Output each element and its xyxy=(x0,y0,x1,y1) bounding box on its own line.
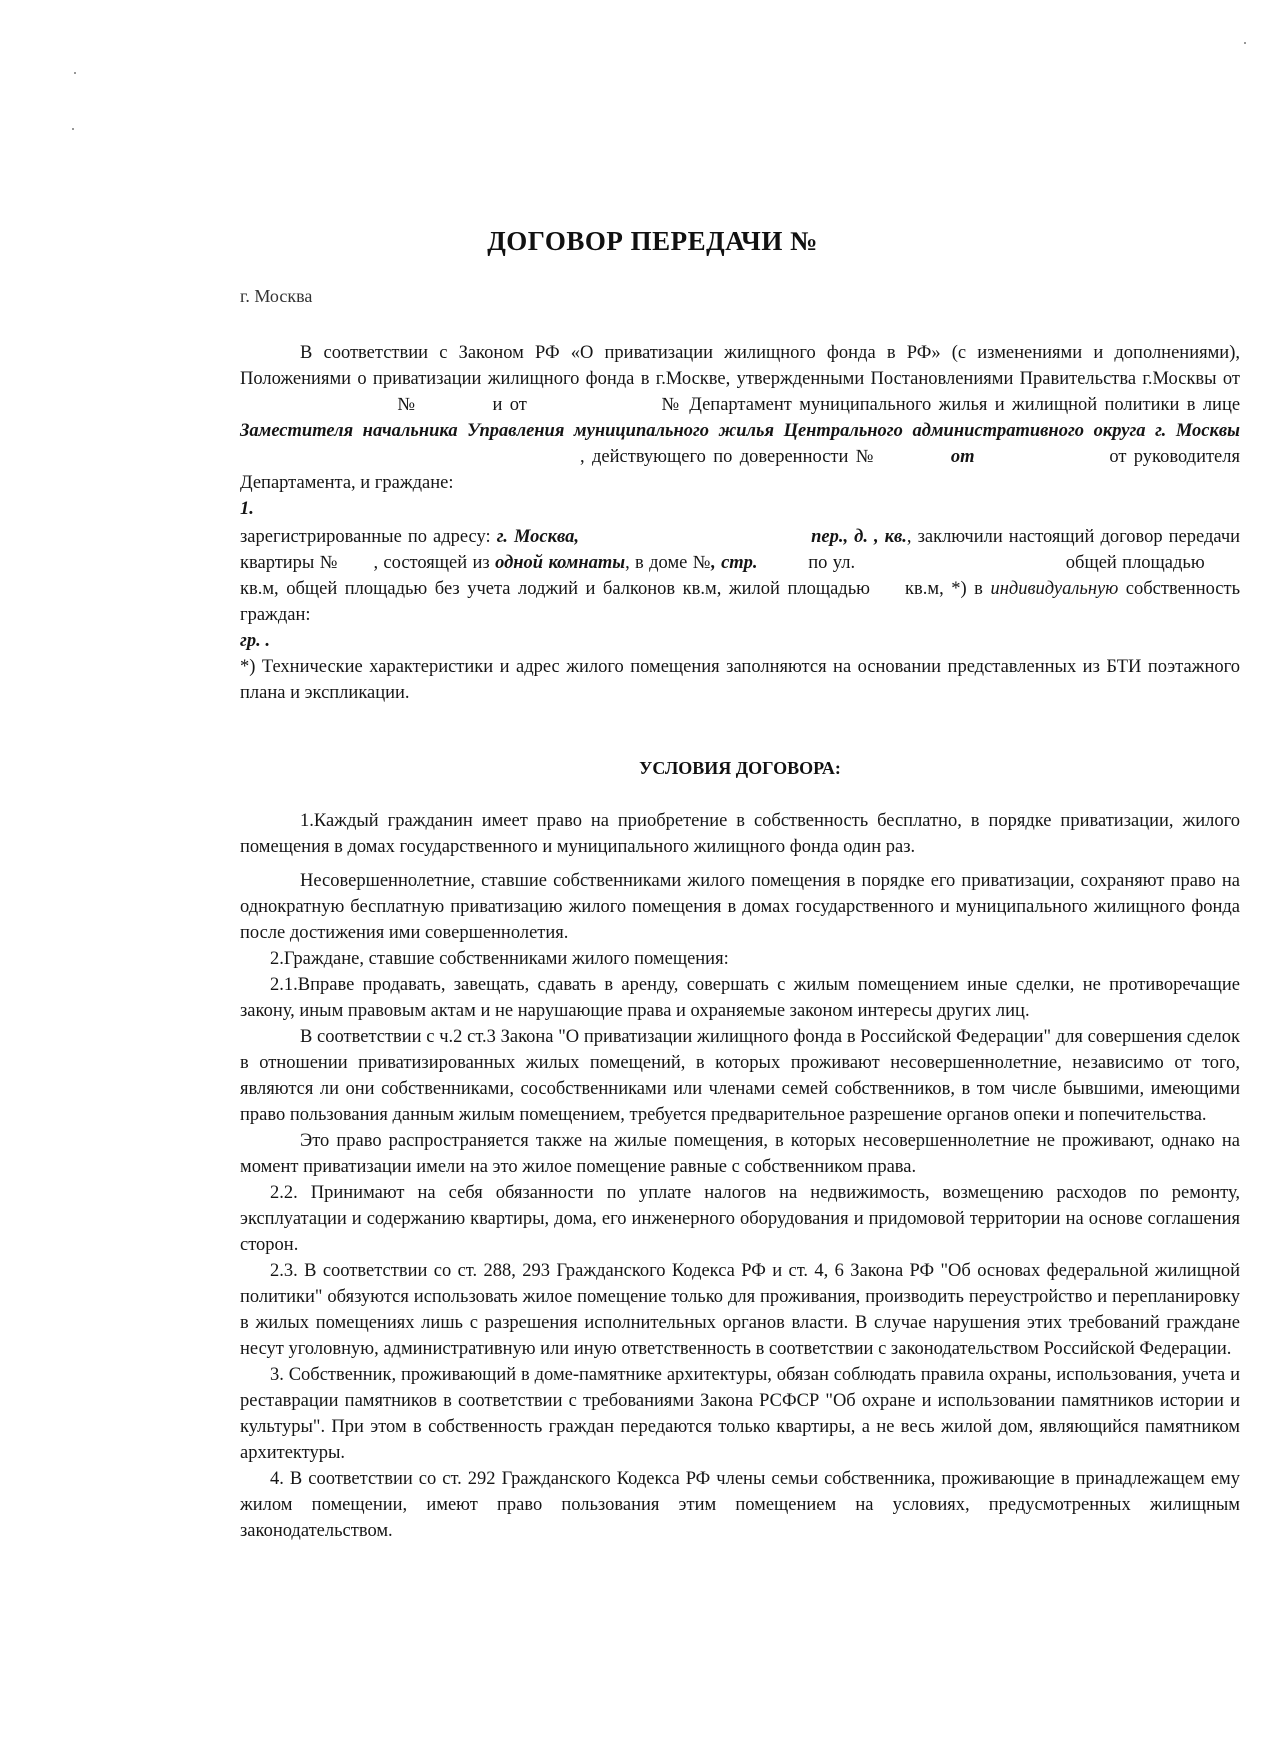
condition-paragraph: Несовершеннолетние, ставшие собственниками жилого помещения в порядке его приватизации, сохраняют право на однократную бесплатную приватизацию жилого помещения в домах государственного и муниципального жилищного фонда после достижения ими совершеннолетия. xyxy=(240,871,1240,943)
document-title: ДОГОВОР ПЕРЕДАЧИ № xyxy=(487,226,818,256)
condition-paragraph: 2.2. Принимают на себя обязанности по уплате налогов на недвижимость, возмещению расходов по ремонту, эксплуатации и содержанию квартиры, дома, его инженерного оборудования и придомовой территории на основе соглашения сторон. xyxy=(240,1183,1240,1255)
technical-note: *) Технические характеристики и адрес жилого помещения заполняются на основании представленных из БТИ поэтажного плана и экспликации. xyxy=(240,657,1240,703)
condition-paragraph: 2.Граждане, ставшие собственниками жилого помещения: xyxy=(270,949,729,969)
condition-paragraph: В соответствии с ч.2 ст.3 Закона "О приватизации жилищного фонда в Российской Федерации" для совершения сделок в отношении приватизированных жилых помещений, в которых проживают несовершеннолетние, независимо от того, являются ли они собственниками, сособственниками или членами семей собственников, в том числе бывшими, имеющими право пользования данным жилым помещением, требуется предварительное разрешение органов опеки и попечительства. xyxy=(240,1027,1240,1125)
condition-paragraph: Это право распространяется также на жилые помещения, в которых несовершеннолетние не проживают, однако на момент приватизации имели на это жилое помещение равные с собственником права. xyxy=(240,1131,1240,1177)
citizen-number: 1. xyxy=(240,499,254,519)
intro-block xyxy=(240,340,1240,706)
conditions-heading: УСЛОВИЯ ДОГОВОРА: xyxy=(639,758,841,778)
representative-title: Заместителя начальника Управления муниципального жилья Центрального административного округа г. Москвы xyxy=(240,421,1240,441)
conditions-block xyxy=(240,808,1240,1544)
condition-paragraph: 3. Собственник, проживающий в доме-памятнике архитектуры, обязан соблюдать правила охраны, использования, учета и реставрации памятников в соответствии с требованиями Закона РСФСР "Об охране и использовании памятников истории и культуры". При этом в собственность граждан передаются только квартиры, а не весь жилой дом, являющийся памятником архитектуры. xyxy=(240,1365,1240,1463)
condition-paragraph: 2.1.Вправе продавать, завещать, сдавать в аренду, совершать с жилым помещением иные сделки, не противоречащие закону, иным правовым актам и не нарушающие права и охраняемые законом интересы других лиц. xyxy=(240,975,1240,1021)
registration-paragraph: зарегистрированные по адресу: г. Москва, пер., д. , кв., заключили настоящий договор передачи квартиры № , состоящей из одной комнаты, в доме №, стр. по ул. общей площадью кв.м, общей площадью без учета лоджий и балконов кв.м, жилой площадью кв.м, *) в индивидуальную собственность граждан: xyxy=(240,527,1241,625)
scan-speck xyxy=(1244,42,1246,44)
scan-speck xyxy=(72,128,74,130)
condition-paragraph: 2.3. В соответствии со ст. 288, 293 Гражданского Кодекса РФ и ст. 4, 6 Закона РФ "Об основах федеральной жилищной политики" обязуются использовать жилое помещение только для проживания, производить переустройство и перепланировку в жилых помещениях лишь с разрешения исполнительных органов власти. В случае нарушения этих требований граждане несут уголовную, административную или иную ответственность в соответствии с законодательством Российской Федерации. xyxy=(240,1261,1240,1359)
condition-paragraph: 1.Каждый гражданин имеет право на приобретение в собственность бесплатно, в порядке приватизации, жилого помещения в домах государственного и муниципального жилищного фонда один раз. xyxy=(240,811,1240,857)
intro-paragraph: В соответствии с Законом РФ «О приватизации жилищного фонда в РФ» (с изменениями и дополнениями), Положениями о приватизации жилищного фонда в г.Москве, утвержденными Постановлениями Правительства г.Москвы от № и от № Департамент муниципального жилья и жилищной политики в лице Заместителя начальника Управления муниципального жилья Центрального административного округа г. Москвы , действующего по доверенности № от от руководителя Департамента, и граждане: xyxy=(240,343,1241,493)
condition-paragraph: 4. В соответствии со ст. 292 Гражданского Кодекса РФ члены семьи собственника, проживающие в принадлежащем ему жилом помещении, имеют право пользования этим помещением на условиях, предусмотренных жилищным законодательством. xyxy=(240,1469,1240,1541)
citizen-gr: гр. . xyxy=(240,631,270,651)
scan-speck xyxy=(74,72,76,74)
document-city: г. Москва xyxy=(240,286,313,306)
